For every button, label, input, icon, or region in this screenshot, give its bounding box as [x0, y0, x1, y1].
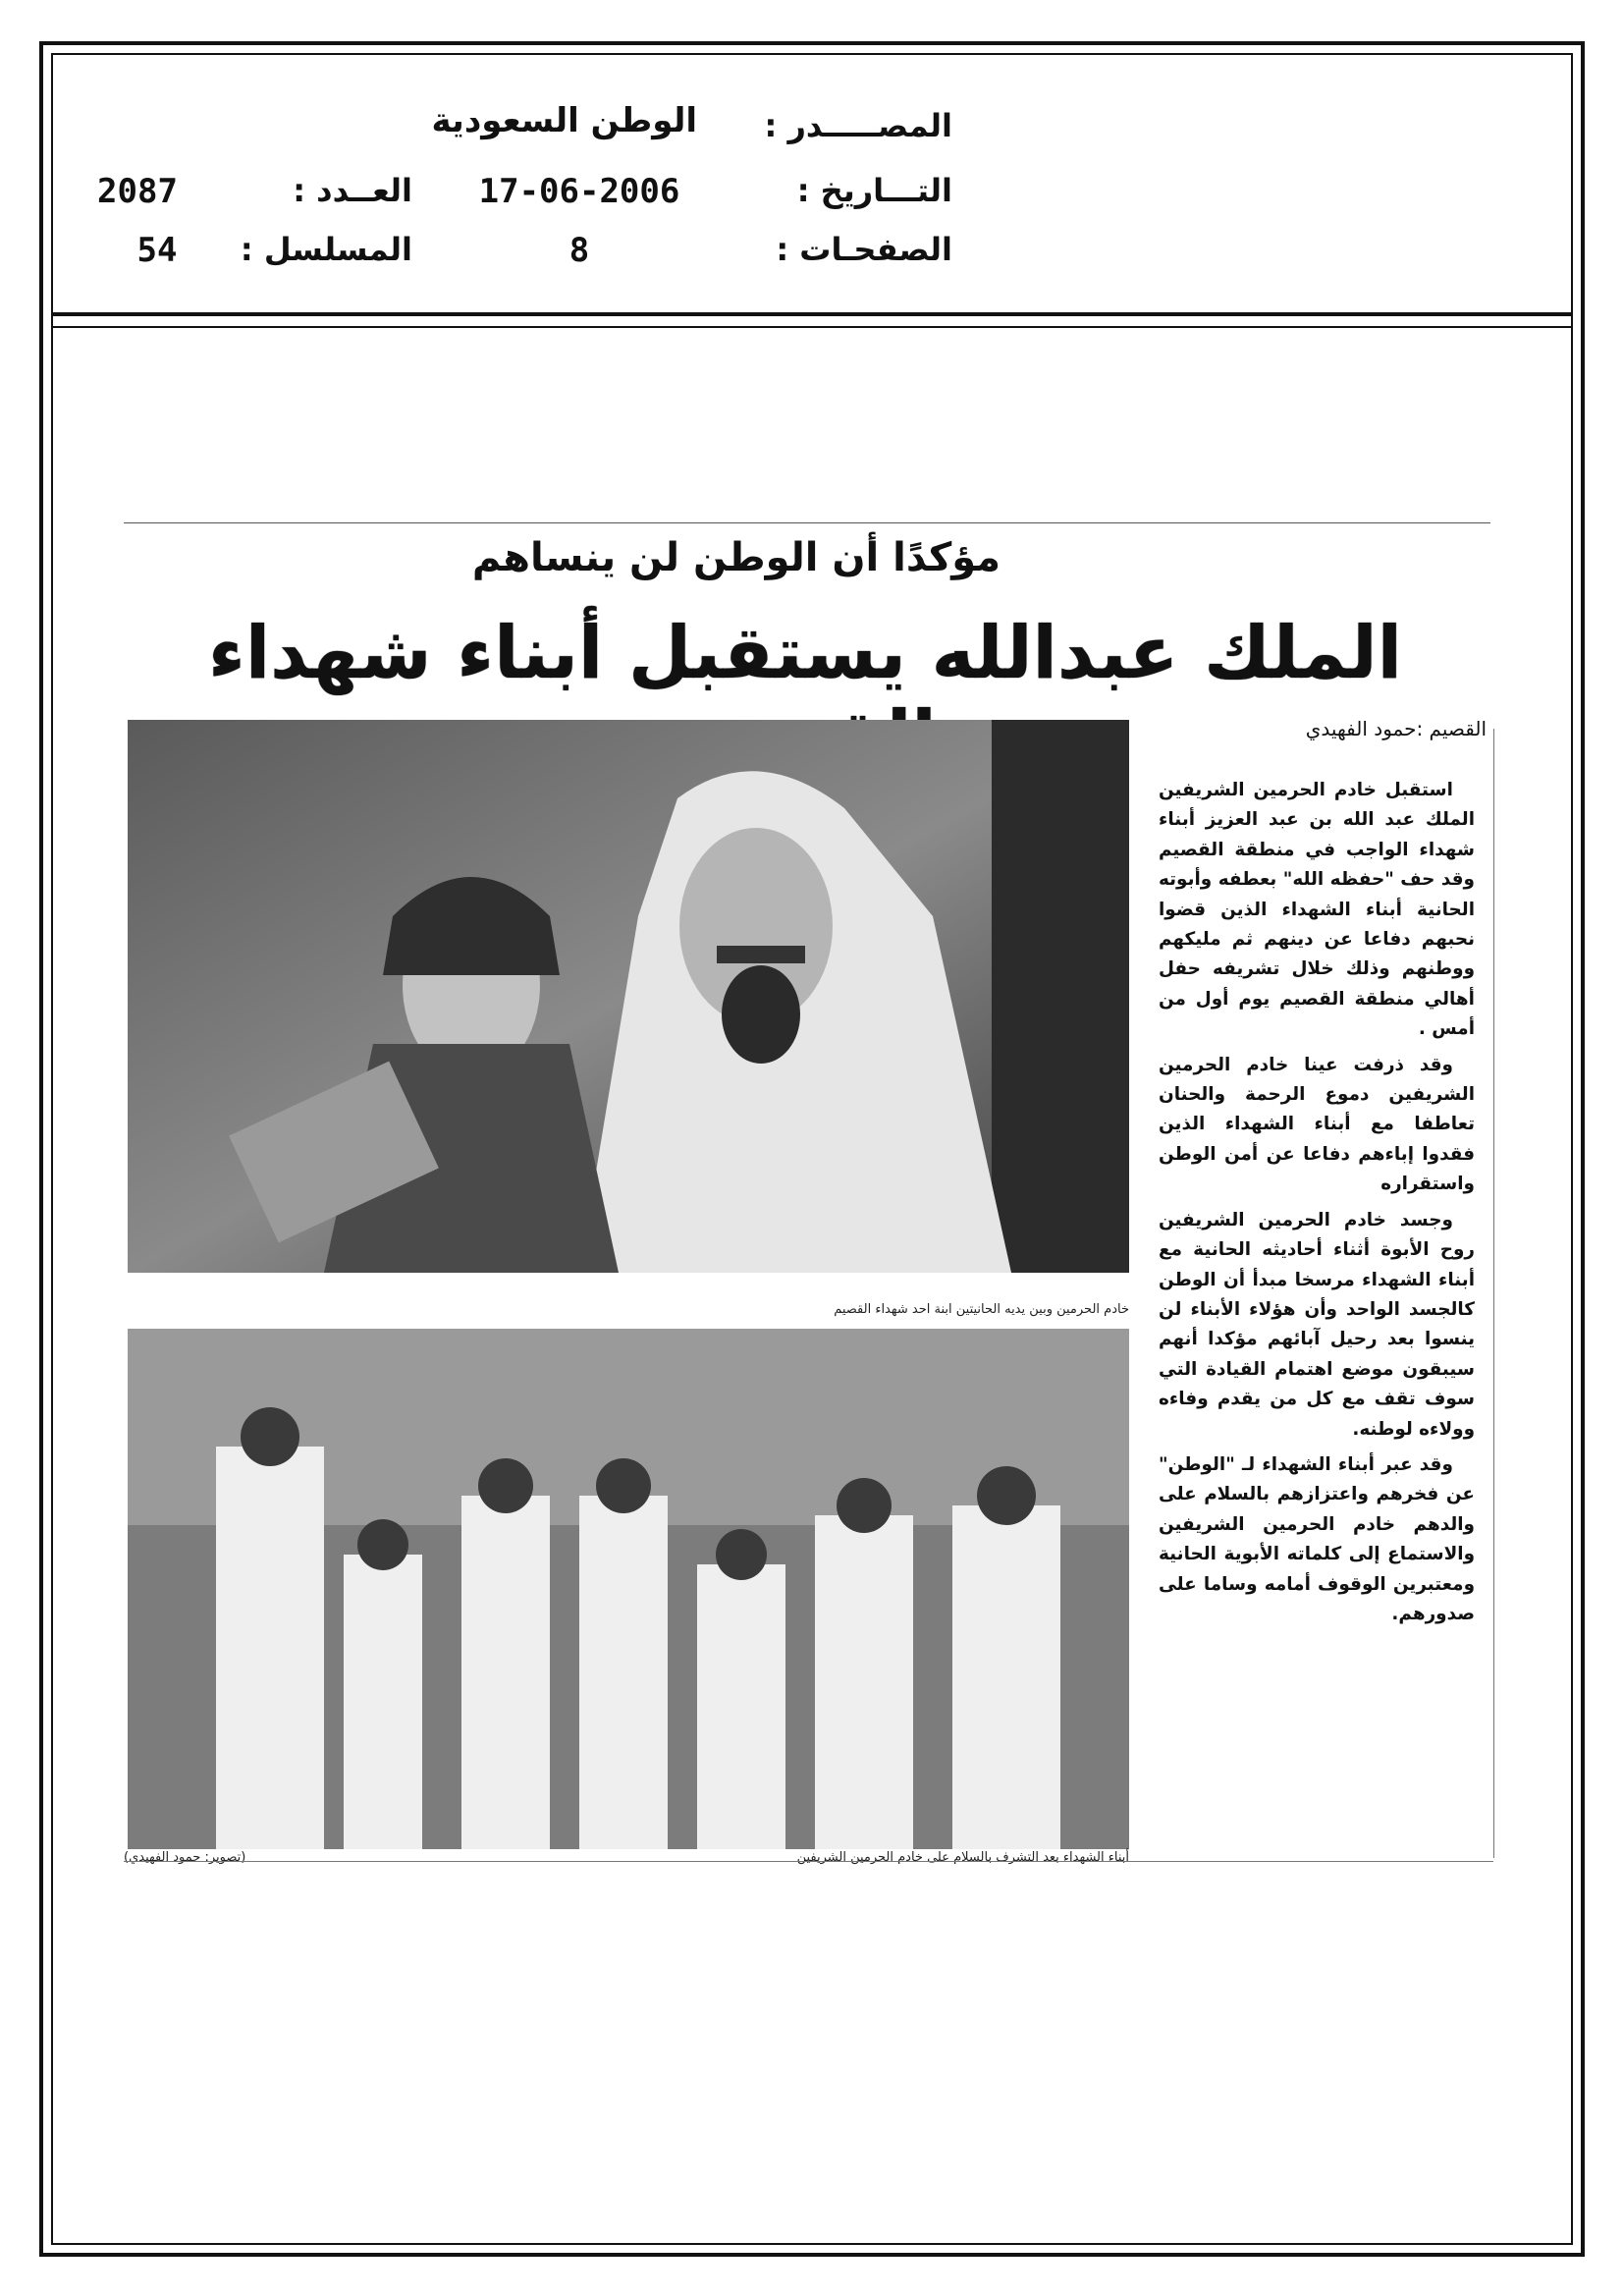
article-headline: الملك عبدالله يستقبل أبناء شهداء — [207, 611, 1402, 695]
photo-credit: (تصوير: حمود الفهيدي) — [124, 1850, 246, 1865]
article-bottom-rule — [124, 1861, 1493, 1862]
pages-label: الصفحـات : — [776, 231, 952, 268]
date-value: 17-06-2006 — [478, 172, 680, 211]
article-body — [1159, 776, 1475, 1635]
pages-value: 8 — [568, 231, 590, 270]
article-paragraph: استقبل خادم الحرمين الشريفين الملك عبد الله بن عبد العزيز أبناء شهداء الواجب في منطقة القصيم وقد حف "حفظه الله" بعطفه وأبوته الحانية أبناء الشهداء الذين قضوا نحبهم دفاعا عن دينهم ثم مليكهم ووطنهم وذلك خلال تشريفه حفل أهالي منطقة القصيم يوم أول من أمس . — [1159, 780, 1475, 1040]
photo-king-with-child — [128, 720, 1129, 1273]
article-kicker: مؤكدًا أن الوطن لن ينساهم — [471, 535, 1001, 580]
issue-label: العــدد : — [293, 172, 412, 209]
header-divider-thick — [51, 312, 1573, 316]
date-label: التـــاريخ : — [796, 172, 952, 209]
photo-children-group-image — [128, 1329, 1129, 1849]
article-paragraph: وقد عبر أبناء الشهداء لـ "الوطن" عن فخرهم واعتزازهم بالسلام على والدهم خادم الحرمين الشريفين والاستماع إلى كلماته الأبوية الحانية ومعتبرين الوقوف أمامه وساما على صدورهم. — [1159, 1453, 1475, 1624]
article-column-rule — [1493, 729, 1494, 1858]
serial-label: المسلسل : — [240, 231, 412, 268]
article-paragraph: وجسد خادم الحرمين الشريفين روح الأبوة أثناء أحاديثه الحانية مع أبناء الشهداء مرسخا مبدأ أن الوطن كالجسد الواحد وأن هؤلاء الأبناء لن ينسوا بعد رحيل آبائهم مؤكدا أنهم سيبقون موضع اهتمام القيادة التي سوف تقف مع كل من يقدم وفاءه وولاءه لوطنه. — [1159, 1209, 1475, 1440]
issue-value: 2087 — [97, 172, 178, 211]
article-byline: القصيم :حمود الفهيدي — [1305, 717, 1487, 740]
photo-children-group — [128, 1329, 1129, 1849]
source-value: الوطن السعودية — [431, 101, 697, 140]
photo1-caption: خادم الحرمين وبين يديه الحانيتين ابنة احد شهداء القصيم — [834, 1302, 1129, 1317]
source-label: المصـــــدر : — [764, 107, 952, 144]
header-divider-thin — [51, 326, 1573, 328]
article-top-rule — [124, 522, 1490, 523]
article-paragraph: وقد ذرفت عينا خادم الحرمين الشريفين دموع الرحمة والحنان تعاطفا مع أبناء الشهداء الذين فقدوا إباءهم دفاعا عن أمن الوطن واستقراره — [1159, 1054, 1475, 1195]
photo-king-with-child-image — [128, 720, 1129, 1273]
serial-value: 54 — [136, 231, 178, 270]
photo2-caption: أبناء الشهداء بعد التشرف بالسلام على خادم الحرمين الشريفين — [796, 1850, 1129, 1865]
